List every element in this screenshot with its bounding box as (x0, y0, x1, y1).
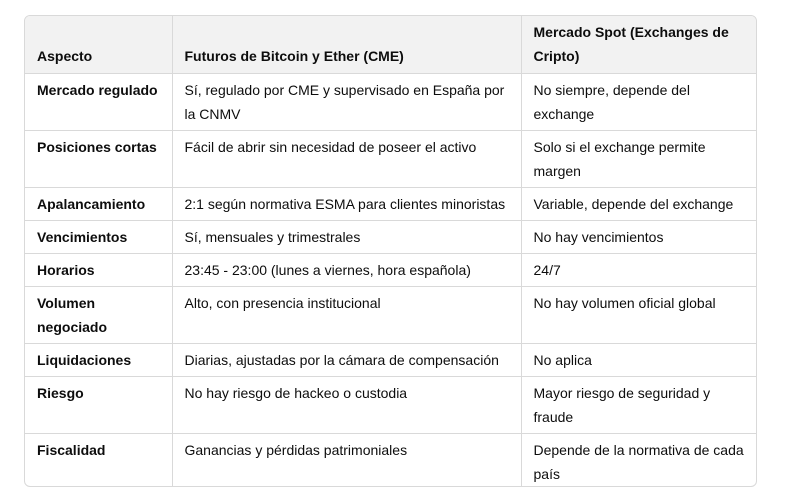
table-row (25, 131, 756, 188)
row-label: Volumen negociado (25, 287, 172, 344)
table-row (25, 434, 756, 488)
futuros-cell: 23:45 - 23:00 (lunes a viernes, hora española) (172, 254, 521, 287)
table-body (25, 74, 756, 488)
futuros-cell: Sí, regulado por CME y supervisado en España por la CNMV (172, 74, 521, 131)
table-row (25, 377, 756, 434)
row-label: Fiscalidad (25, 434, 172, 488)
header-spot: Mercado Spot (Exchanges de Cripto) (521, 16, 756, 74)
spot-cell: Variable, depende del exchange (521, 188, 756, 221)
spot-cell: No siempre, depende del exchange (521, 74, 756, 131)
comparison-table (25, 16, 756, 487)
futuros-cell: 2:1 según normativa ESMA para clientes minoristas (172, 188, 521, 221)
comparison-table-container (24, 15, 757, 487)
futuros-cell: Diarias, ajustadas por la cámara de compensación (172, 344, 521, 377)
spot-cell: Mayor riesgo de seguridad y fraude (521, 377, 756, 434)
table-row (25, 74, 756, 131)
row-label: Horarios (25, 254, 172, 287)
spot-cell: No hay vencimientos (521, 221, 756, 254)
header-futuros: Futuros de Bitcoin y Ether (CME) (172, 16, 521, 74)
table-row (25, 344, 756, 377)
row-label: Apalancamiento (25, 188, 172, 221)
spot-cell: No aplica (521, 344, 756, 377)
table-row (25, 221, 756, 254)
row-label: Riesgo (25, 377, 172, 434)
spot-cell: Solo si el exchange permite margen (521, 131, 756, 188)
spot-cell: No hay volumen oficial global (521, 287, 756, 344)
header-aspecto: Aspecto (25, 16, 172, 74)
futuros-cell: No hay riesgo de hackeo o custodia (172, 377, 521, 434)
futuros-cell: Alto, con presencia institucional (172, 287, 521, 344)
row-label: Mercado regulado (25, 74, 172, 131)
futuros-cell: Ganancias y pérdidas patrimoniales (172, 434, 521, 488)
table-row (25, 287, 756, 344)
table-header (25, 16, 756, 74)
row-label: Vencimientos (25, 221, 172, 254)
futuros-cell: Fácil de abrir sin necesidad de poseer el activo (172, 131, 521, 188)
row-label: Liquidaciones (25, 344, 172, 377)
spot-cell: Depende de la normativa de cada país (533, 442, 744, 482)
futuros-cell: Sí, mensuales y trimestrales (172, 221, 521, 254)
table-row (25, 254, 756, 287)
table-row (25, 188, 756, 221)
spot-cell: 24/7 (521, 254, 756, 287)
row-label: Posiciones cortas (25, 131, 172, 188)
header-row (25, 16, 756, 74)
